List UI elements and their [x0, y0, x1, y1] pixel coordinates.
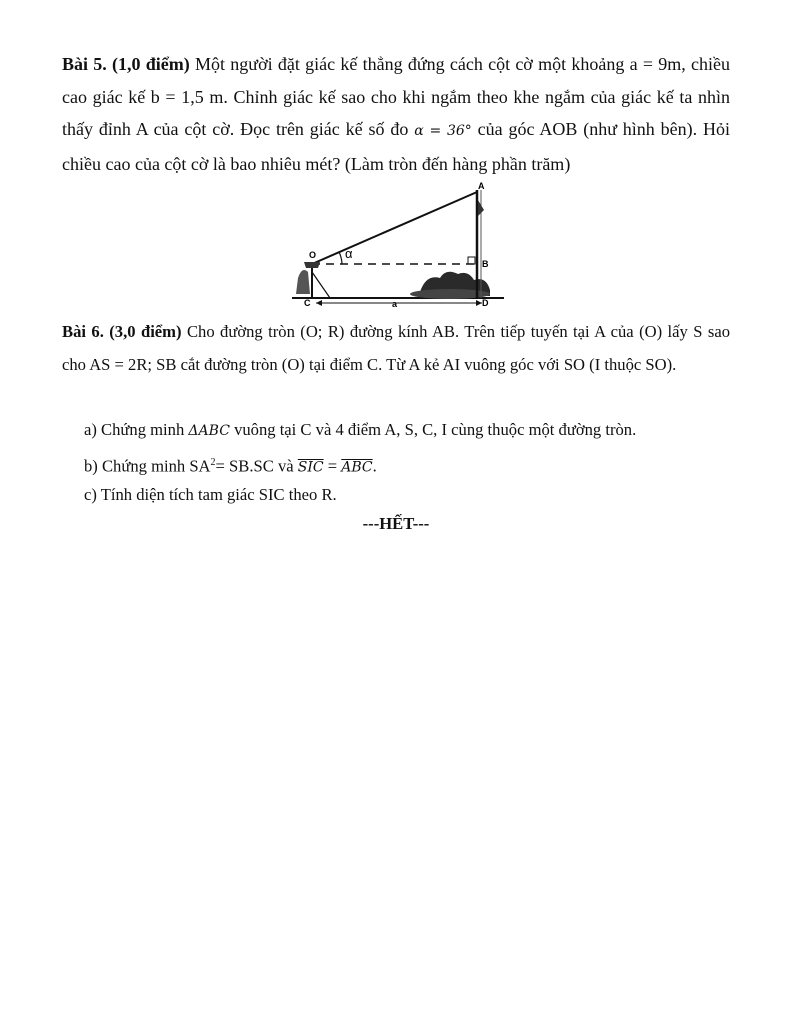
- problem-5: [62, 48, 730, 180]
- part-b-arc-1: $\overline{SIC}$: [297, 459, 324, 476]
- problem-5-text-1: Một người đặt giác kế thẳng đứng cách cột cờ một khoảng a = 9m, chiều cao giác kế b = 1,5 m. Chỉnh giác kế sao cho khi ngắm theo khe ngắm của giác kế ta nhìn thấy đỉnh A của cột cờ. Đọc trên giác kế số đo: [62, 54, 730, 139]
- part-c-text: c) Tính diện tích tam giác SIC theo R.: [84, 485, 337, 504]
- part-b-end: .: [372, 456, 377, 476]
- problem-5-heading: Bài 5. (1,0 điểm): [62, 54, 190, 74]
- part-b-eq: =: [323, 456, 342, 476]
- label-C: C: [304, 298, 311, 308]
- instrument-head: [304, 262, 320, 268]
- problem-6-heading: Bài 6. (3,0 điểm): [62, 322, 182, 341]
- arrow-left: [316, 300, 322, 306]
- label-O: O: [309, 250, 317, 260]
- problem-5-alpha: α = 36°: [414, 123, 472, 139]
- problem-6: [62, 316, 730, 381]
- observer-figure: [296, 270, 310, 294]
- problem-6-part-b: [84, 452, 377, 479]
- end-marker: ---HẾT---: [362, 514, 430, 533]
- right-angle-mark: [468, 257, 475, 264]
- flagpole-figure: [290, 182, 510, 310]
- problem-6-part-a: [84, 419, 636, 442]
- part-a-pre: a) Chứng minh: [84, 420, 185, 439]
- part-a-math: ΔABC: [188, 423, 230, 439]
- angle-arc: [339, 252, 342, 264]
- part-a-post: vuông tại C và 4 điểm A, S, C, I cùng thuộc một đường tròn.: [234, 420, 637, 439]
- problem-6-text: Cho đường tròn (O; R) đường kính AB. Trên tiếp tuyến tại A của (O) lấy S sao cho AS = 2R; SB cắt đường tròn (O) tại điểm C. Từ A kẻ AI vuông góc với SO (I thuộc SO).: [62, 322, 731, 374]
- leg-line: [312, 272, 330, 298]
- problem-5-text-2: của góc AOB (như hình bên). Hỏi chiều cao của cột cờ là bao nhiêu mét? (Làm tròn đến hàng phần trăm): [62, 119, 730, 174]
- label-B: B: [482, 259, 489, 269]
- part-b-mid: = SB.SC và: [215, 456, 294, 476]
- label-a: a: [392, 299, 398, 309]
- label-A: A: [478, 182, 485, 191]
- problem-6-part-c: [84, 484, 337, 506]
- part-b-arc-2: $\overline{ABC}$: [341, 459, 373, 476]
- label-alpha: α: [345, 246, 353, 261]
- part-b-pre: b) Chứng minh SA: [84, 456, 211, 476]
- sight-line: [312, 192, 477, 264]
- label-D: D: [482, 298, 489, 308]
- part-b-sup: 2: [210, 457, 216, 468]
